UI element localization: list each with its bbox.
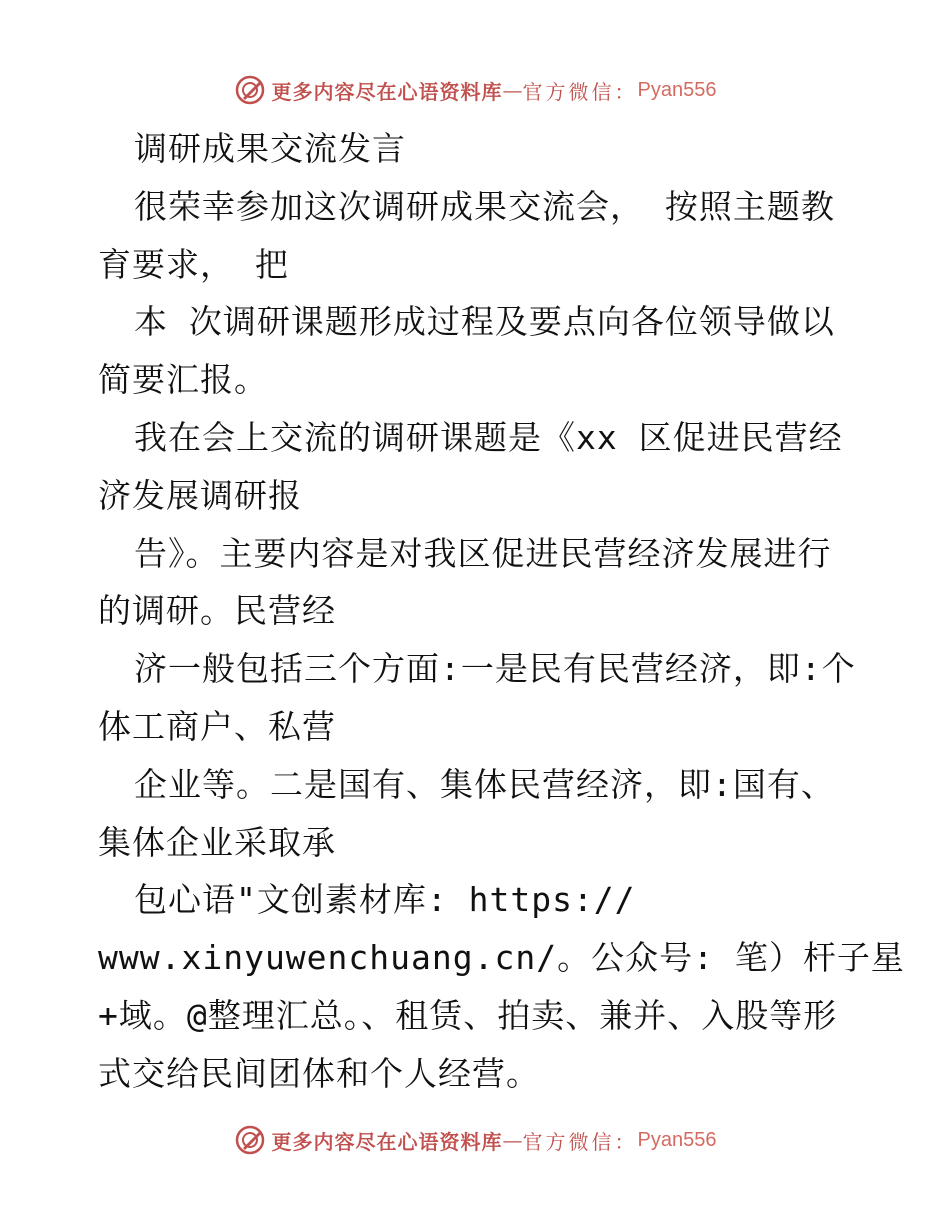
text-line: 集体企业采取承 xyxy=(98,822,336,862)
text-line: 企业等。二是国有、集体民营经济，即:国有、 xyxy=(134,764,835,804)
watermark-wechat-id: Pyan556 xyxy=(637,1128,717,1151)
text-line: +域。@整理汇总。、租赁、拍卖、兼并、入股等形 xyxy=(98,995,838,1035)
text-line: 告》。主要内容是对我区促进民营经济发展进行 xyxy=(134,533,832,573)
text-line: 本 次调研课题形成过程及要点向各位领导做以 xyxy=(134,302,835,342)
text-line: 的调研。民营经 xyxy=(98,591,336,631)
footer-watermark xyxy=(0,1120,950,1160)
text-line: 包心语"文创素材库: https:// xyxy=(134,880,636,920)
text-line: 济一般包括三个方面:一是民有民营经济，即:个 xyxy=(134,649,856,689)
watermark-official: 官方微信： xyxy=(522,1129,638,1154)
watermark-wechat-id: Pyan556 xyxy=(637,78,717,101)
pen-logo-icon xyxy=(234,1124,266,1156)
text-line: 育要求， 把 xyxy=(98,244,289,284)
text-line: 简要汇报。 xyxy=(98,360,268,400)
text-line: 式交给民间团体和个人经营。 xyxy=(98,1053,540,1093)
document-body xyxy=(98,120,905,1103)
pen-logo-icon xyxy=(234,74,266,106)
text-line: 济发展调研报 xyxy=(98,475,302,515)
text-line: www.xinyuwenchuang.cn/。公众号: 笔）杆子星 xyxy=(98,938,905,978)
text-line: 体工商户、私营 xyxy=(98,706,336,746)
watermark-brand: 更多内容尽在心语资料库 xyxy=(271,79,503,104)
watermark-official: 官方微信： xyxy=(522,79,638,104)
text-line: 很荣幸参加这次调研成果交流会， 按照主题教 xyxy=(134,186,835,226)
watermark-brand: 更多内容尽在心语资料库 xyxy=(271,1129,503,1154)
text-line: 我在会上交流的调研课题是《xx 区促进民营经 xyxy=(134,417,843,457)
watermark-separator: — xyxy=(502,78,523,102)
header-watermark xyxy=(0,70,950,110)
document-title: 调研成果交流发言 xyxy=(134,129,406,168)
watermark-separator: — xyxy=(502,1128,523,1152)
